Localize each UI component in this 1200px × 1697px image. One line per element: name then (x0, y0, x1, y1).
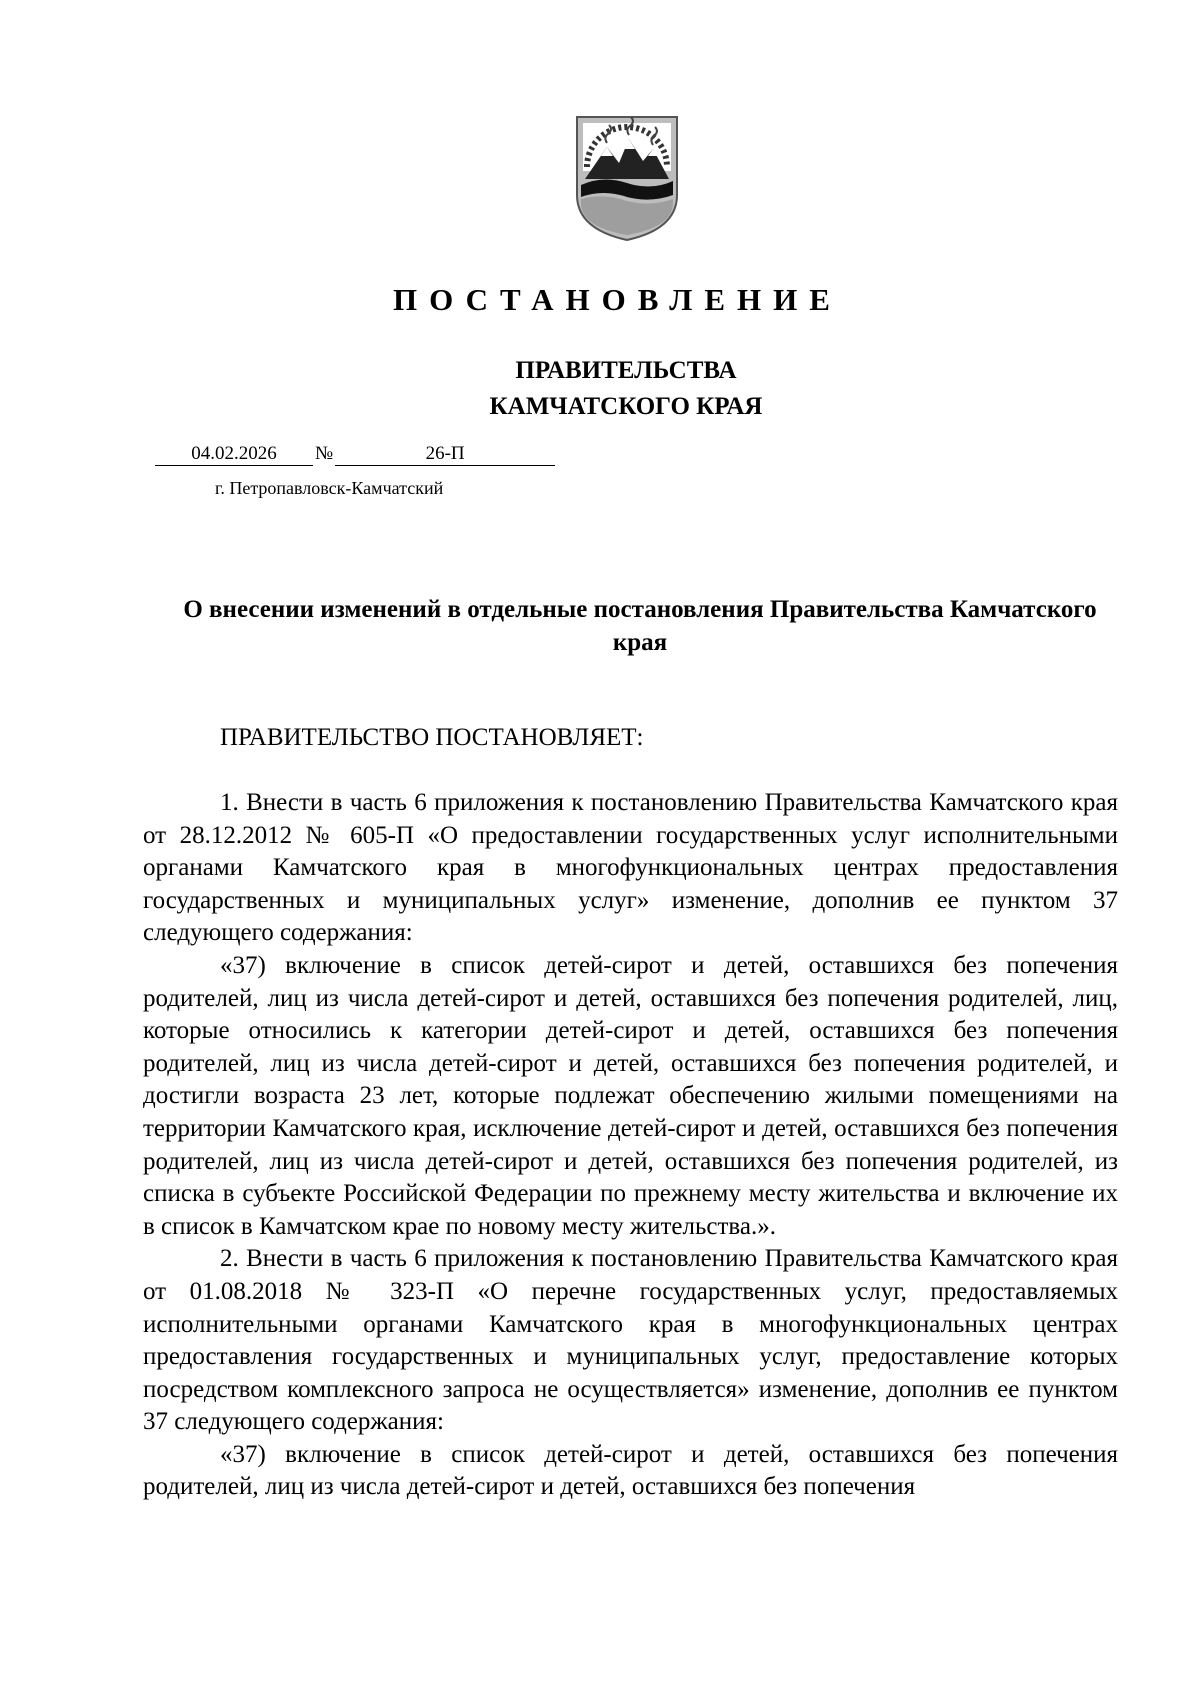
coat-of-arms-icon (573, 113, 681, 243)
issuer-line-2: КАМЧАТСКОГО КРАЯ (489, 393, 763, 420)
resolves-line: ПРАВИТЕЛЬСТВО ПОСТАНОВЛЯЕТ: (220, 724, 644, 751)
document-body (143, 787, 1118, 1504)
document-date: 04.02.2026 (155, 443, 313, 466)
document-type-heading: ПОСТАНОВЛЕНИЕ (393, 282, 842, 317)
paragraph-3: 2. Внести в часть 6 приложения к постановлению Правительства Камчатского края от 01.08.2018 № 323-П «О перечне государственных услуг, предоставляемых исполнительными органами Камчатского края в многофункциональных центрах предоставления государственных и муниципальных услуг, предоставление которых посредством комплексного запроса не осуществляется» изменение, дополнив ее пунктом 37 следующего содержания: (143, 1245, 1118, 1436)
document-title: О внесении изменений в отдельные постановления Правительства Камчатского края (183, 596, 1097, 656)
paragraph-2: «37) включение в список детей-сирот и детей, оставшихся без попечения родителей, лиц из числа детей-сирот и детей, оставшихся без попечения родителей, лиц, которые относились к категории детей-сирот и детей, оставшихся без попечения родителей, лиц из числа детей-сирот и детей, оставшихся без попечения родителей, и достигли возраста 23 лет, которые подлежат обеспечению жилыми помещениями на территории Камчатского края, исключение детей-сирот и детей, оставшихся без попечения родителей, лиц из числа детей-сирот и детей, оставшихся без попечения родителей, из списка в субъекте Российской Федерации по прежнему месту жительства и включение их в список в Камчатском крае по новому месту жительства.». (143, 951, 1118, 1240)
document-number: 26-П (335, 443, 555, 466)
city-line: г. Петропавловск-Камчатский (215, 478, 444, 498)
paragraph-1: 1. Внести в часть 6 приложения к постановлению Правительства Камчатского края от 28.12.2012 № 605-П «О предоставлении государственных услуг исполнительными органами Камчатского края в многофункциональных центрах предоставления государственных и муниципальных услуг» изменение, дополнив ее пунктом 37 следующего содержания: (143, 789, 1118, 947)
issuer-line-1: ПРАВИТЕЛЬСТВА (515, 357, 737, 384)
paragraph-4: «37) включение в список детей-сирот и детей, оставшихся без попечения родителей, лиц из числа детей-сирот и детей, оставшихся без попечения (143, 1440, 1118, 1501)
issuer-heading (0, 353, 1200, 425)
date-number-line (155, 443, 555, 466)
number-sign: № (315, 443, 334, 464)
